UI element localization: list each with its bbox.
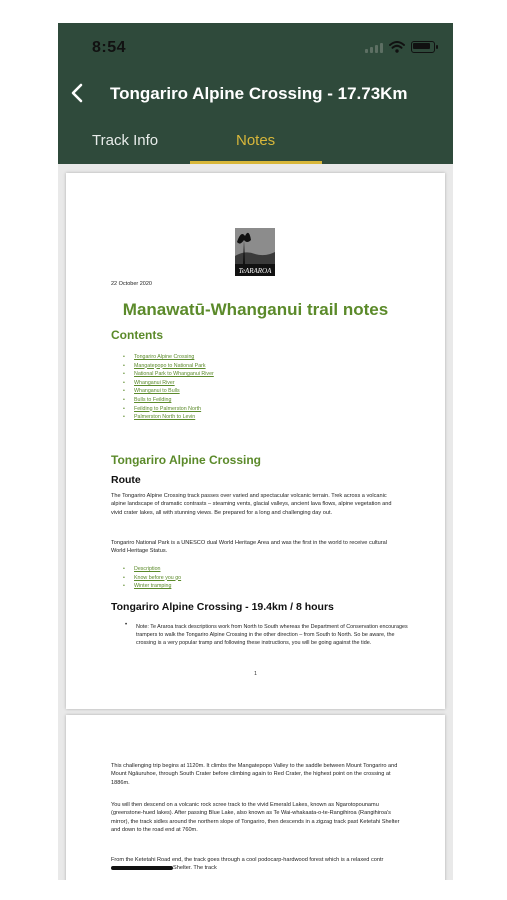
descent-paragraph: You will then descend on a volcanic rock scree track to the vivid Emerald Lakes, known as Ngarotopounamu (greenstone-hued lakes). After passing Blue Lake, also known as Te Wai-whakaata-o-te-Rangihiroa (Rangihiroa's mirror), the track sidles around the northern slope of Tongariro, then descends in a zigzag track past Ketetahi Shelter and down to the road end at 760m. (111, 802, 400, 834)
cellular-signal-icon (365, 41, 383, 53)
battery-icon (411, 41, 435, 53)
direction-note: Note: Te Araroa track descriptions work from North to South whereas the Department of Conservation encourages trampers to walk the Tongariro Alpine Crossing in the other direction – from South to North. So be aware, the crossing is a very popular tramp and following these instructions, you will be going against the tide. (136, 624, 408, 647)
contents-heading: Contents (111, 328, 163, 342)
wifi-icon (389, 41, 405, 53)
contents-link[interactable]: • Tongariro Alpine Crossing (134, 353, 214, 362)
crossing-heading: Tongariro Alpine Crossing - 19.4km / 8 hours (111, 601, 334, 613)
contents-link[interactable]: • Mangatepopo to National Park (134, 362, 214, 371)
contents-list (134, 353, 214, 422)
page-number: 1 (254, 671, 257, 677)
section-heading: Tongariro Alpine Crossing (111, 453, 262, 467)
active-tab-indicator (190, 161, 322, 164)
logo-text: TeARAROA (238, 267, 272, 275)
contents-link[interactable]: • National Park to Whanganui River (134, 370, 214, 379)
tab-notes[interactable]: Notes (236, 132, 276, 149)
trip-paragraph: This challenging trip begins at 1120m. It climbs the Mangatepopo Valley to the saddle between Mount Tongariro and Mount Ngāuruhoe, through South Crater before climbing again to Red Crater, the highest point on the crossing at 1886m. (111, 763, 398, 786)
pdf-page-1[interactable] (66, 173, 445, 709)
route-links (134, 565, 181, 591)
redacted-text (111, 866, 173, 870)
contents-link[interactable]: • Whanganui River (134, 379, 214, 388)
te-araroa-logo (233, 220, 277, 280)
contents-link[interactable]: • Bulls to Feilding (134, 396, 214, 405)
pdf-page-2[interactable] (66, 715, 445, 880)
contents-link[interactable]: • Feilding to Palmerston North (134, 405, 214, 414)
winter-tramping-link[interactable]: • Winter tramping (134, 582, 181, 591)
status-time: 8:54 (92, 39, 127, 56)
route-paragraph: The Tongariro Alpine Crossing track passes over varied and spectacular volcanic terrain. Trek across a volcanic alpine landscape of dramatic contrasts – steaming vents, glacial valleys, ancient lava flows, alpine vegetation and vivid crater lakes, all with stunning views. Be prepared for a long and challenging day out. (111, 493, 392, 516)
back-chevron-icon[interactable] (66, 81, 90, 105)
document-date: 22 October 2020 (111, 281, 152, 287)
note-bullet: • (125, 622, 128, 628)
app-header (58, 23, 453, 164)
description-link[interactable]: • Description (134, 565, 181, 574)
route-heading: Route (111, 474, 141, 486)
contents-link[interactable]: • Whanganui to Bulls (134, 387, 214, 396)
ketetahi-text-start: From the Ketetahi Road end, the track goes through a cool podocarp-hardwood forest which is a relaxed contr (111, 857, 384, 863)
ketetahi-text-end: Shelter. The track (173, 865, 217, 872)
tab-track-info[interactable]: Track Info (92, 132, 159, 149)
phone-screen (58, 23, 453, 880)
contents-link[interactable]: • Palmerston North to Levin (134, 413, 214, 422)
status-icons (365, 41, 435, 53)
page-title: Tongariro Alpine Crossing - 17.73Km (110, 84, 408, 103)
ketetahi-paragraph (111, 856, 403, 873)
document-title: Manawatū-Whanganui trail notes (122, 300, 389, 319)
heritage-paragraph: Tongariro National Park is a UNESCO dual World Heritage Area and was the first in the world to receive cultural World Heritage Status. (111, 540, 387, 555)
know-before-you-go-link[interactable]: • Know before you go (134, 574, 181, 583)
